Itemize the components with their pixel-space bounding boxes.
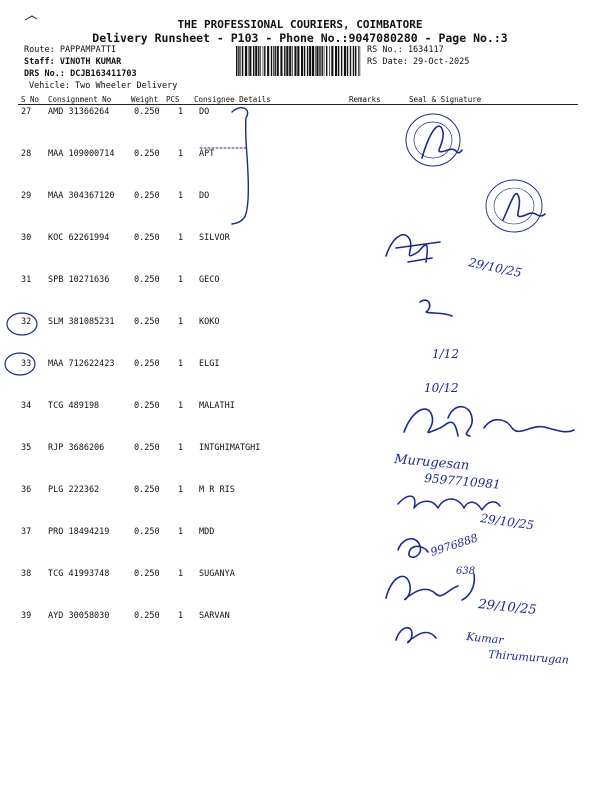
cell-weight: 0.250 [134,401,160,411]
cell-sno: 29 [21,191,32,201]
cell-sno: 28 [21,149,32,159]
staff-label: Staff: [24,57,55,67]
cell-weight: 0.250 [134,317,160,327]
cell-sno: 38 [21,569,32,579]
cell-consignee-details: DO [199,191,210,201]
cell-consignee-details: GECO [199,275,220,285]
cell-pcs: 1 [178,569,184,579]
handwritten-phone-35: 9597710981 [423,471,502,492]
staff-value: VINOTH KUMAR [59,57,122,67]
handwritten-note-33: 10/12 [424,381,459,395]
cell-consignee-details: MDD [199,527,215,537]
cell-consignee-details: INTGHIMATGHI [199,443,261,453]
vehicle-label: Vehicle: Two Wheeler Delivery [29,81,178,91]
cell-consignment-no: PRO 18494219 [48,527,110,537]
table-row [0,233,600,275]
table-row [0,191,600,233]
cell-weight: 0.250 [134,233,160,243]
table-row [0,569,600,611]
drs-value: DCJB163411703 [70,69,137,79]
table-row [0,443,600,485]
handwritten-phone-37b: 638 [456,566,476,577]
cell-pcs: 1 [178,191,184,201]
cell-consignee-details: SARVAN [199,611,230,621]
table-row [0,149,600,191]
cell-consignee-details: KOKO [199,317,220,327]
cell-weight: 0.250 [134,569,160,579]
table-row [0,317,600,359]
cell-consignment-no: MAA 712622423 [48,359,115,369]
cell-pcs: 1 [178,485,184,495]
cell-consignment-no: AYD 30058030 [48,611,110,621]
table-row [0,485,600,527]
handwritten-phone-37: 9976888 [428,531,480,559]
cell-weight: 0.250 [134,611,160,621]
cell-weight: 0.250 [134,275,160,285]
cell-sno: 35 [21,443,32,453]
cell-sno: 27 [21,107,32,117]
col-header-consignment: Consignment No [48,95,112,104]
handwritten-date-30: 29/10/25 [467,255,524,281]
handwritten-name-39: Kumar [465,630,505,647]
rs-number: RS No.: 1634117 [367,45,444,55]
col-header-details: Consignee Details [194,95,271,104]
cell-pcs: 1 [178,149,184,159]
cell-consignment-no: MAA 304367120 [48,191,115,201]
handwritten-name-39b: Thirumurugan [487,648,570,667]
table-row [0,107,600,149]
drs-line [24,69,137,79]
header-rule [18,104,578,105]
drs-label: DRS No.: [24,69,65,79]
cell-consignee-details: SILVOR [199,233,230,243]
rs-date: RS Date: 29-Oct-2025 [367,57,470,67]
cell-sno: 31 [21,275,32,285]
table-row [0,611,600,653]
col-header-remarks: Remarks [349,95,381,104]
cell-consignment-no: TCG 41993748 [48,569,110,579]
cell-pcs: 1 [178,317,184,327]
cell-pcs: 1 [178,611,184,621]
cell-consignment-no: SLM 381085231 [48,317,115,327]
cell-consignment-no: AMD 31366264 [48,107,110,117]
cell-pcs: 1 [178,527,184,537]
col-header-pcs: PCS [166,95,180,104]
cell-consignee-details: APT [199,149,215,159]
cell-pcs: 1 [178,107,184,117]
cell-weight: 0.250 [134,527,160,537]
cell-consignee-details: DO [199,107,210,117]
cell-consignment-no: SPB 10271636 [48,275,110,285]
handwritten-name-35: Murugesan [393,452,470,474]
cell-sno: 37 [21,527,32,537]
cell-consignment-no: TCG 489198 [48,401,100,411]
cell-pcs: 1 [178,233,184,243]
cell-weight: 0.250 [134,107,160,117]
cell-sno: 34 [21,401,32,411]
table-row [0,401,600,443]
col-header-seal: Seal & Signature [409,95,482,104]
table-row [0,275,600,317]
cell-consignee-details: ELGI [199,359,220,369]
cell-weight: 0.250 [134,191,160,201]
cell-pcs: 1 [178,443,184,453]
cell-consignment-no: MAA 109000714 [48,149,115,159]
route-label: Route: PAPPAMPATTI [24,45,117,55]
barcode [236,46,362,76]
cell-pcs: 1 [178,401,184,411]
cell-weight: 0.250 [134,485,160,495]
cell-weight: 0.250 [134,359,160,369]
cell-consignee-details: M R RIS [199,485,235,495]
handwritten-date-36: 29/10/25 [479,511,535,533]
cell-weight: 0.250 [134,443,160,453]
cell-consignee-details: MALATHI [199,401,235,411]
table-row [0,359,600,401]
handwritten-note-32: 1/12 [432,347,459,361]
cell-sno: 32 [21,317,32,327]
cell-sno: 33 [21,359,32,369]
cell-sno: 36 [21,485,32,495]
cell-pcs: 1 [178,275,184,285]
col-header-weight: Weight [131,95,159,104]
cell-sno: 30 [21,233,32,243]
cell-pcs: 1 [178,359,184,369]
handwritten-date-38: 29/10/25 [477,597,538,619]
staff-line [24,57,121,67]
cell-consignee-details: SUGANYA [199,569,235,579]
runsheet-subtitle: Delivery Runsheet - P103 - Phone No.:9047080280 - Page No.:3 [92,31,508,45]
cell-consignment-no: KOC 62261994 [48,233,110,243]
cell-weight: 0.250 [134,149,160,159]
table-row [0,527,600,569]
cell-consignment-no: PLG 222362 [48,485,100,495]
company-title: THE PROFESSIONAL COURIERS, COIMBATORE [177,18,423,31]
cell-consignment-no: RJP 3686206 [48,443,105,453]
col-header-sno: S No [21,95,40,104]
cell-sno: 39 [21,611,32,621]
